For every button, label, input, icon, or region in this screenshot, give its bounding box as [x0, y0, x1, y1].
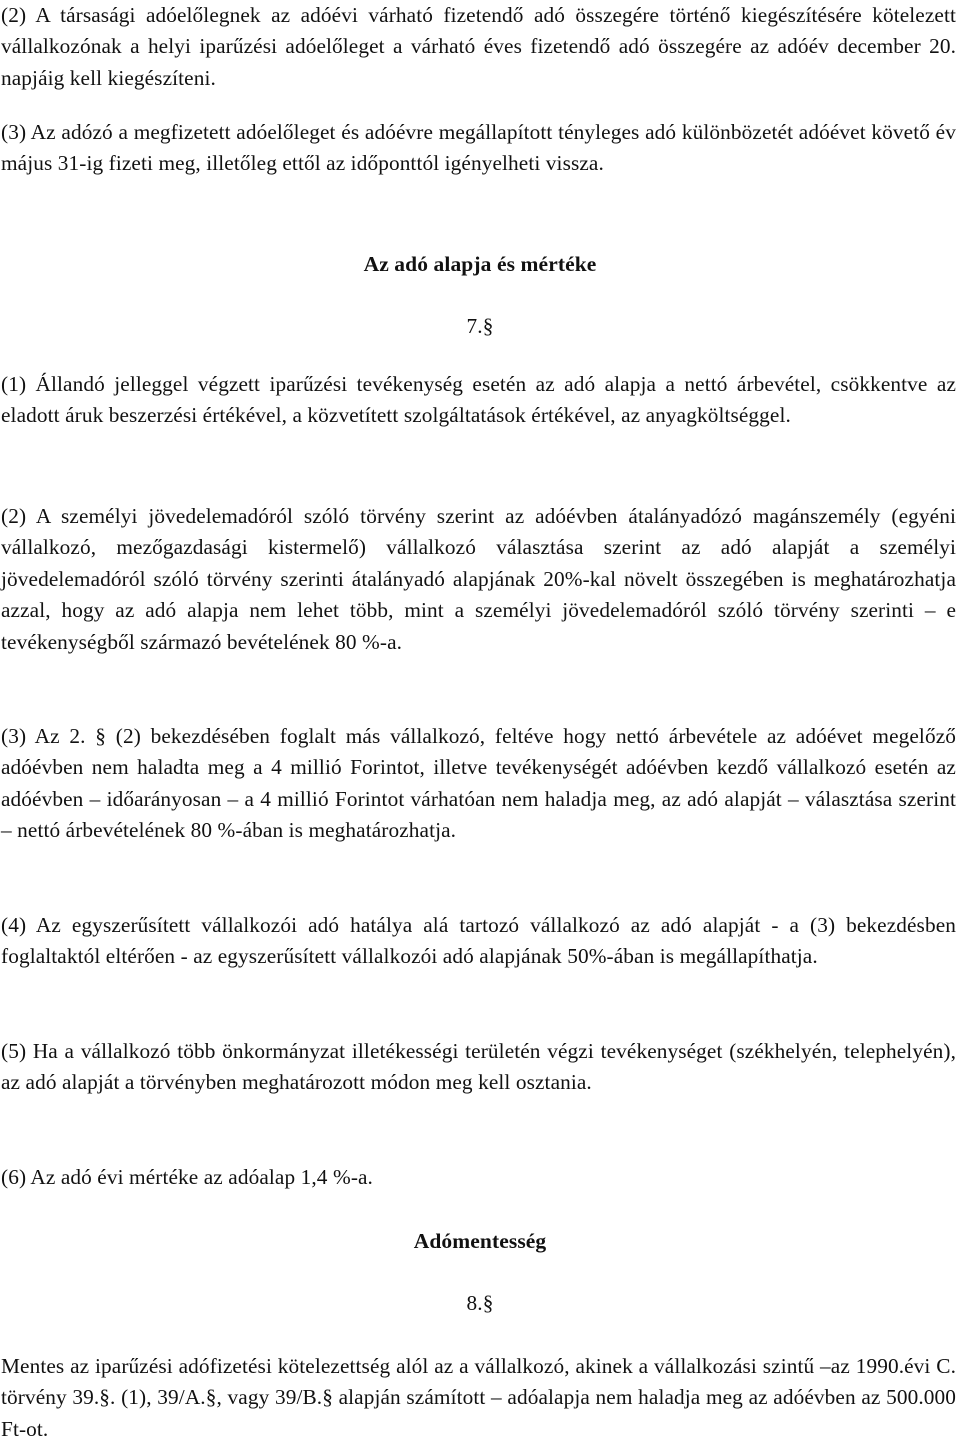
paragraph-7-5: (5) Ha a vállalkozó több önkormányzat illetékességi területén végzi tevékenységet (székhelyén, telephelyén), az adó alapját a törvényben meghatározott módon meg kell osztania.	[1, 1039, 956, 1095]
paragraph-7-2: (2) A személyi jövedelemadóról szóló törvény szerint az adóévben átalányadózó magánszemély (egyéni vállalkozó, mezőgazdasági kistermelő) vállalkozó választása szerint az adó alapját a személyi jövedelemadóról szóló törvény szerinti átalányadó alapjának 20%-kal növelt összegében is meghatározhatja azzal, hogy az adó alapja nem lehet több, mint a személyi jövedelemadóról szóló törvény szerinti – e tevékenységből származó bevételének 80 %-a.	[1, 504, 956, 654]
paragraph-6-3: (3) Az adózó a megfizetett adóelőleget és adóévre megállapított tényleges adó különbözetét adóévet követő év május 31-ig fizeti meg, illetőleg ettől az időponttól igényelheti vissza.	[1, 120, 956, 176]
section-number-7: 7.§	[466, 314, 494, 338]
paragraph-7-6: (6) Az adó évi mértéke az adóalap 1,4 %-a.	[1, 1165, 373, 1189]
section-number-8: 8.§	[466, 1291, 494, 1315]
paragraph-8-1: Mentes az iparűzési adófizetési kötelezettség alól az a vállalkozó, akinek a vállalkozási szintű –az 1990.évi C. törvény 39.§. (1), 39/A.§, vagy 39/B.§ alapján számított – adóalapja nem haladja meg az adóévben az 500.000 Ft-ot.	[1, 1354, 956, 1441]
paragraph-6-2: (2) A társasági adóelőlegnek az adóévi várható fizetendő adó összegére történő kiegészítésére kötelezett vállalkozónak a helyi iparűzési adóelőleget a várható éves fizetendő adó összegére az adóév december 20. napjáig kell kiegészíteni.	[1, 3, 956, 90]
section-heading-tax-base: Az adó alapja és mértéke	[363, 252, 597, 276]
section-heading-exemption: Adómentesség	[413, 1229, 547, 1253]
paragraph-7-3: (3) Az 2. § (2) bekezdésében foglalt más vállalkozó, feltéve hogy nettó árbevétele az adóévet megelőző adóévben nem haladta meg a 4 millió Forintot, illetve tevékenységét adóévben kezdő vállalkozó esetén az adóévben – időarányosan – a 4 millió Forintot várhatóan nem haladja meg, az adó alapját – választása szerint – nettó árbevételének 80 %-ában is meghatározhatja.	[1, 724, 956, 843]
paragraph-7-4: (4) Az egyszerűsített vállalkozói adó hatálya alá tartozó vállalkozó az adó alapját - a (3) bekezdésben foglaltaktól eltérően - az egyszerűsített vállalkozói adó alapjának 50%-ában is megállapíthatja.	[1, 913, 956, 969]
paragraph-7-1: (1) Állandó jelleggel végzett iparűzési tevékenység esetén az adó alapja a nettó árbevétel, csökkentve az eladott áruk beszerzési értékével, a közvetített szolgáltatások értékével, az anyagköltséggel.	[1, 372, 956, 428]
